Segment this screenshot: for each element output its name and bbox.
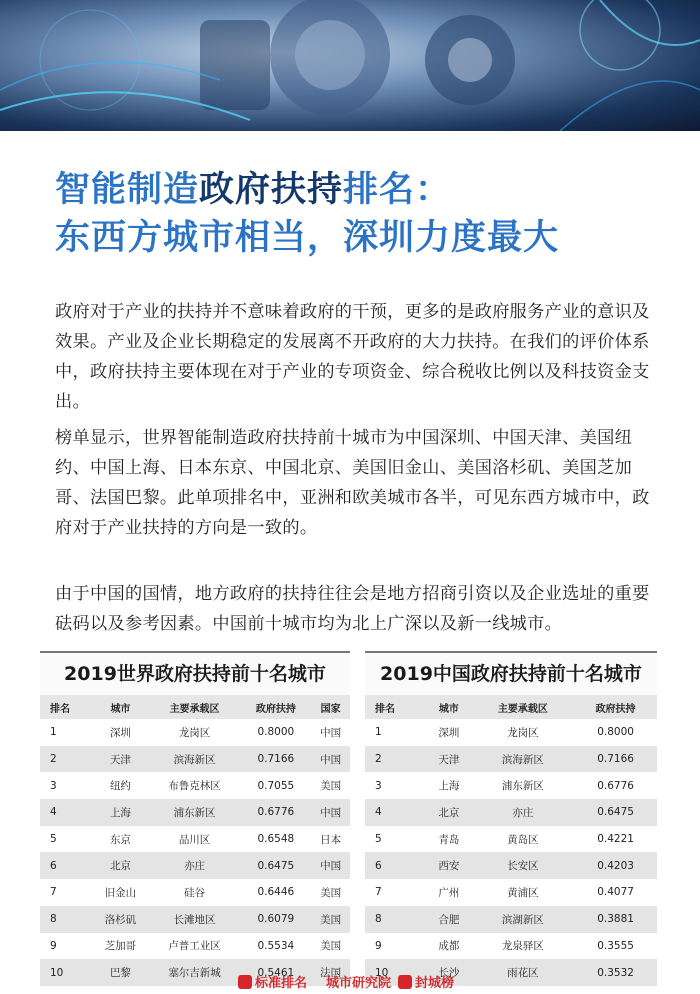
world-table-cell: 巴黎 (92, 959, 148, 986)
world-table-cell: 滨海新区 (149, 746, 241, 773)
china-table-cell: 6 (365, 852, 426, 879)
china-table-header (365, 695, 657, 719)
world-table-cell: 6 (40, 852, 92, 879)
china-table-cell: 黄岛区 (472, 826, 575, 853)
footer-logos (0, 970, 700, 994)
world-table-cell: 0.6475 (240, 852, 311, 879)
world-table-cell: 0.6079 (240, 906, 311, 933)
china-table-cell: 5 (365, 826, 426, 853)
world-table-cell: 2 (40, 746, 92, 773)
paragraph-2: 榜单显示，世界智能制造政府扶持前十城市为中国深圳、中国天津、美国纽约、中国上海、日本东京、中国北京、美国旧金山、美国洛杉矶、美国芝加哥、法国巴黎。此单项排名中，亚洲和欧美城市各半，可见东西方城市中，政府对于产业扶持的方向是一致的。 (55, 428, 650, 538)
china-table-row (365, 719, 657, 746)
china-table-cell: 7 (365, 879, 426, 906)
world-table-cell: 天津 (92, 746, 148, 773)
title-line2: 东西方城市相当，深圳力度最大 (55, 218, 560, 258)
world-table-cell: 美国 (311, 906, 350, 933)
world-table-cell: 中国 (311, 852, 350, 879)
world-table-cell: 旧金山 (92, 879, 148, 906)
china-table-cell: 2 (365, 746, 426, 773)
world-table-row (40, 746, 350, 773)
world-table-cell: 龙岗区 (149, 719, 241, 746)
china-table-cell: 天津 (426, 746, 471, 773)
china-table-cell: 0.4077 (574, 879, 657, 906)
world-table-cell: 0.7055 (240, 772, 311, 799)
world-table-cell: 法国 (311, 959, 350, 986)
page-title (55, 166, 559, 262)
china-table-cell: 滨湖新区 (472, 906, 575, 933)
china-table-cell: 长安区 (472, 852, 575, 879)
world-header-cell: 主要承载区 (149, 695, 241, 719)
china-table-row (365, 826, 657, 853)
world-table-cell: 9 (40, 933, 92, 960)
world-table-cell: 塞尔吉新城 (149, 959, 241, 986)
world-table-cell: 0.5534 (240, 933, 311, 960)
paragraph-1: 政府对于产业的扶持并不意味着政府的干预，更多的是政府服务产业的意识及效果。产业及企业长期稳定的发展离不开政府的大力扶持。在我们的评价体系中，政府扶持主要体现在对于产业的专项资金、综合税收比例以及科技资金支出。 (55, 302, 650, 412)
world-table-cell: 浦东新区 (149, 799, 241, 826)
world-table-cell: 1 (40, 719, 92, 746)
logo-1-text: 标准排名 (255, 976, 308, 991)
world-table-cell: 7 (40, 879, 92, 906)
china-table-cell: 0.4203 (574, 852, 657, 879)
china-table-cell: 0.3555 (574, 933, 657, 960)
world-table-cell: 纽约 (92, 772, 148, 799)
china-table-cell: 西安 (426, 852, 471, 879)
world-header-cell: 排名 (40, 695, 92, 719)
world-table-cell: 0.6446 (240, 879, 311, 906)
title-highlight-a: 智能制造 (55, 170, 200, 210)
china-table-cell: 成都 (426, 933, 471, 960)
world-table-cell: 0.5461 (240, 959, 311, 986)
china-table-cell: 龙岗区 (472, 719, 575, 746)
china-table-cell: 黄浦区 (472, 879, 575, 906)
world-table-cell: 0.6776 (240, 799, 311, 826)
china-ranking-table (365, 651, 657, 986)
world-table-row (40, 879, 350, 906)
china-table-cell: 0.6475 (574, 799, 657, 826)
world-table-cell: 中国 (311, 799, 350, 826)
logo-1-mark-icon (238, 975, 252, 989)
world-table-cell: 深圳 (92, 719, 148, 746)
world-table-cell: 芝加哥 (92, 933, 148, 960)
world-table-cell: 东京 (92, 826, 148, 853)
world-table-cell: 3 (40, 772, 92, 799)
world-header-cell: 国家 (311, 695, 350, 719)
world-table-cell: 硅谷 (149, 879, 241, 906)
china-table-cell: 上海 (426, 772, 471, 799)
logo-3-mark-icon (398, 975, 412, 989)
china-table-cell: 0.4221 (574, 826, 657, 853)
china-header-cell: 主要承载区 (472, 695, 575, 719)
logo-3-text: 封城榜 (415, 976, 455, 991)
china-table-cell: 雨花区 (472, 959, 575, 986)
engine-graphic (0, 0, 700, 131)
world-table-row (40, 852, 350, 879)
china-table-cell: 8 (365, 906, 426, 933)
world-table-cell: 0.6548 (240, 826, 311, 853)
world-table-row (40, 826, 350, 853)
title-dark: 政府扶持 (199, 170, 344, 210)
world-table-row (40, 933, 350, 960)
china-table-row (365, 906, 657, 933)
china-table-row (365, 852, 657, 879)
china-table-title: 2019中国政府扶持前十名城市 (365, 651, 657, 695)
world-table-cell: 亦庄 (149, 852, 241, 879)
world-table-cell: 8 (40, 906, 92, 933)
logo-2-text: 城市研究院 (326, 976, 392, 991)
china-table-cell: 合肥 (426, 906, 471, 933)
world-table-cell: 上海 (92, 799, 148, 826)
china-table-cell: 亦庄 (472, 799, 575, 826)
china-table-cell: 滨海新区 (472, 746, 575, 773)
world-table-cell: 中国 (311, 746, 350, 773)
china-table-cell: 0.3532 (574, 959, 657, 986)
world-table-cell: 美国 (311, 933, 350, 960)
china-table-cell: 浦东新区 (472, 772, 575, 799)
china-table-cell: 青岛 (426, 826, 471, 853)
logo-3 (398, 972, 454, 991)
china-table-cell: 4 (365, 799, 426, 826)
china-table-cell: 长沙 (426, 959, 471, 986)
hero-banner-image (0, 0, 700, 131)
world-table-cell: 品川区 (149, 826, 241, 853)
china-table-cell: 3 (365, 772, 426, 799)
world-table-cell: 中国 (311, 719, 350, 746)
world-header-cell: 城市 (92, 695, 148, 719)
world-table-cell: 4 (40, 799, 92, 826)
paragraph-3: 由于中国的国情，地方政府的扶持往往会是地方招商引资以及企业选址的重要砝码以及参考因素。中国前十城市均为北上广深以及新一线城市。 (55, 584, 650, 634)
world-table-cell: 长滩地区 (149, 906, 241, 933)
china-table-cell: 0.7166 (574, 746, 657, 773)
world-ranking-table (40, 651, 350, 986)
china-table-cell: 0.3881 (574, 906, 657, 933)
china-header-cell: 政府扶持 (574, 695, 657, 719)
china-table-cell: 0.6776 (574, 772, 657, 799)
world-table-cell: 洛杉矶 (92, 906, 148, 933)
china-table-row (365, 799, 657, 826)
world-table-cell: 布鲁克林区 (149, 772, 241, 799)
logo-2 (326, 972, 391, 991)
world-table-cell: 10 (40, 959, 92, 986)
china-header-cell: 城市 (426, 695, 471, 719)
world-table-cell: 日本 (311, 826, 350, 853)
world-table-cell: 美国 (311, 879, 350, 906)
china-table-cell: 北京 (426, 799, 471, 826)
world-table-cell: 北京 (92, 852, 148, 879)
china-table-row (365, 933, 657, 960)
china-table-cell: 广州 (426, 879, 471, 906)
china-table-row (365, 772, 657, 799)
world-table-cell: 5 (40, 826, 92, 853)
world-table-header (40, 695, 350, 719)
world-table-cell: 美国 (311, 772, 350, 799)
world-table-row (40, 772, 350, 799)
world-table-cell: 0.7166 (240, 746, 311, 773)
china-table-cell: 10 (365, 959, 426, 986)
china-table-cell: 9 (365, 933, 426, 960)
world-table-title: 2019世界政府扶持前十名城市 (40, 651, 350, 695)
title-highlight-b: 排名： (343, 170, 452, 210)
world-header-cell: 政府扶持 (240, 695, 311, 719)
china-table-cell: 1 (365, 719, 426, 746)
china-table-cell: 龙泉驿区 (472, 933, 575, 960)
china-table-cell: 0.8000 (574, 719, 657, 746)
china-header-cell: 排名 (365, 695, 426, 719)
logo-1 (238, 972, 307, 991)
world-table-row (40, 799, 350, 826)
china-table-row (365, 746, 657, 773)
world-table-cell: 卢普工业区 (149, 933, 241, 960)
china-table-row (365, 879, 657, 906)
world-table-row (40, 906, 350, 933)
world-table-row (40, 719, 350, 746)
china-table-cell: 深圳 (426, 719, 471, 746)
world-table-cell: 0.8000 (240, 719, 311, 746)
